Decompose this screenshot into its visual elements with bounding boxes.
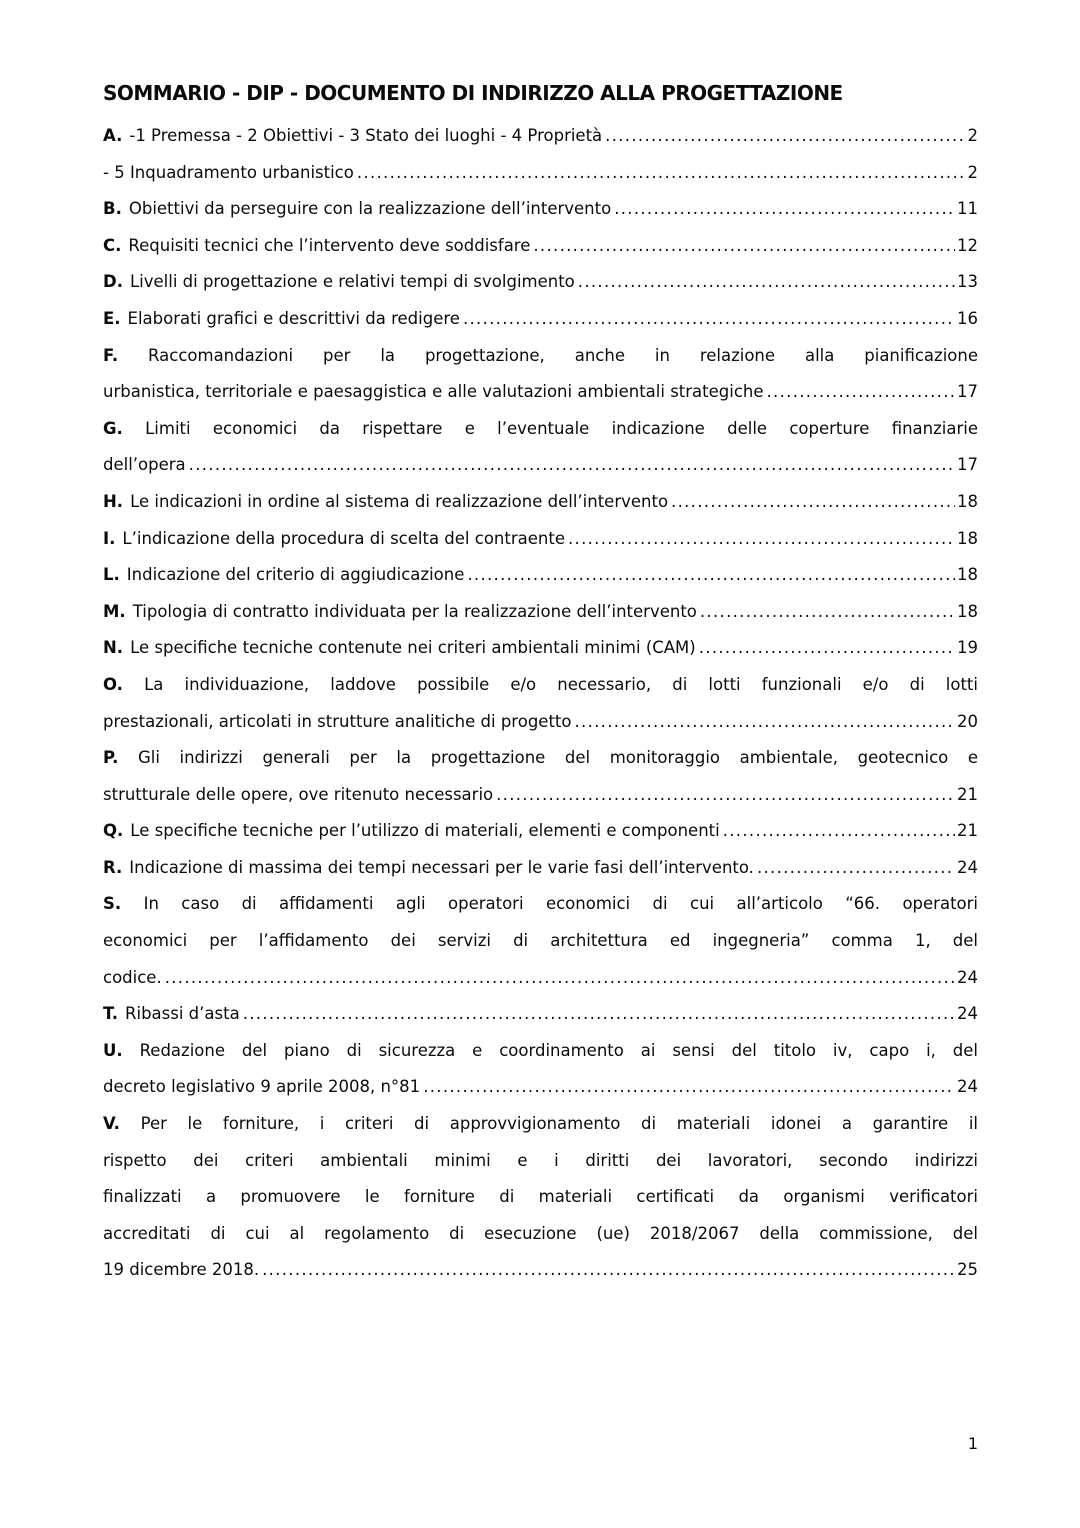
toc-line-page: 19 (957, 638, 978, 658)
toc-line-letter: L. (103, 565, 120, 585)
toc-line-letter: F. (103, 345, 119, 365)
toc-line (103, 118, 978, 155)
toc-line-letter: O. (103, 674, 123, 694)
toc-line-text: Indicazione del criterio di aggiudicazione (126, 565, 465, 585)
toc-line (103, 191, 978, 228)
toc-line-page: 2 (967, 162, 978, 182)
toc-line-text: Requisiti tecnici che l’intervento deve soddisfare (128, 235, 531, 255)
dot-leader (240, 996, 955, 1033)
dot-leader (602, 118, 965, 155)
toc-line (103, 667, 978, 704)
toc-line (103, 411, 978, 448)
toc-line (103, 850, 978, 887)
toc-line (103, 264, 978, 301)
toc-line (103, 374, 978, 411)
toc-line-text: decreto legislativo 9 aprile 2008, n°81 (103, 1077, 421, 1097)
toc-line (103, 740, 978, 777)
toc-line-text: Le specifiche tecniche per l’utilizzo di materiali, elementi e componenti (130, 821, 720, 841)
toc-line-text: strutturale delle opere, ove ritenuto necessario (103, 784, 494, 804)
toc-line (103, 301, 978, 338)
toc-line (103, 923, 978, 960)
dot-leader (565, 521, 955, 558)
toc-line-letter: I. (103, 528, 116, 548)
toc-line-page: 21 (957, 784, 978, 804)
toc-line (103, 1143, 978, 1180)
toc-line-letter: D. (103, 272, 123, 292)
toc-line-text: codice. (103, 967, 162, 987)
dot-leader (764, 374, 955, 411)
toc-line (103, 228, 978, 265)
toc-line-letter: Q. (103, 821, 124, 841)
toc-line-letter: T. (103, 1004, 119, 1024)
toc-line-page: 2 (967, 126, 978, 145)
toc-list (103, 118, 978, 1289)
toc-line-text: Raccomandazioni per la progettazione, anche in relazione alla pianificazione (148, 345, 978, 365)
toc-line (103, 1216, 978, 1253)
toc-line-letter: E. (103, 308, 121, 328)
toc-line-letter: S. (103, 894, 122, 914)
document-title: SOMMARIO - DIP - DOCUMENTO DI INDIRIZZO ALLA PROGETTAZIONE (103, 81, 843, 105)
toc-line-page: 12 (957, 235, 978, 255)
toc-line-letter: U. (103, 1040, 123, 1060)
toc-line-page: 24 (957, 1004, 978, 1024)
toc-content (103, 80, 978, 1289)
toc-line-text: Livelli di progettazione e relativi tempi di svolgimento (129, 272, 575, 292)
toc-line (103, 1106, 978, 1143)
toc-line-page: 24 (957, 967, 978, 987)
toc-line (103, 484, 978, 521)
toc-line-letter: B. (103, 199, 122, 219)
toc-line-text: In caso di affidamenti agli operatori economici di cui all’articolo “66. operatori (143, 894, 978, 914)
dot-leader (186, 447, 955, 484)
toc-line (103, 155, 978, 192)
toc-line-page: 18 (957, 491, 978, 511)
toc-line (103, 338, 978, 375)
toc-line-text: Indicazione di massima dei tempi necessari per le varie fasi dell’intervento. (129, 857, 754, 877)
toc-line-letter: H. (103, 491, 124, 511)
toc-line-text: L’indicazione della procedura di scelta del contraente (122, 528, 565, 548)
toc-line-page: 17 (957, 382, 978, 402)
toc-line-letter: M. (103, 601, 126, 621)
toc-line-letter: G. (103, 418, 123, 438)
toc-line (103, 813, 978, 850)
toc-line-letter: R. (103, 857, 123, 877)
toc-line-text: Obiettivi da perseguire con la realizzazione dell’intervento (128, 199, 612, 219)
dot-leader (754, 850, 955, 887)
toc-line-letter: A. (103, 126, 123, 145)
toc-line-page: 18 (957, 528, 978, 548)
toc-line-text: Le specifiche tecniche contenute nei criteri ambientali minimi (CAM) (130, 638, 696, 658)
toc-line-text: Per le forniture, i criteri di approvvigionamento di materiali idonei a garantire il (140, 1114, 978, 1134)
dot-leader (572, 704, 956, 741)
dot-leader (575, 264, 955, 301)
toc-line (103, 630, 978, 667)
toc-line (103, 594, 978, 631)
toc-line-page: 13 (957, 272, 978, 292)
toc-line-text: -1 Premessa - 2 Obiettivi - 3 Stato dei luoghi - 4 Proprietà (129, 126, 603, 145)
toc-line (103, 1252, 978, 1289)
toc-line-page: 16 (957, 308, 978, 328)
toc-line-page: 25 (957, 1260, 978, 1280)
toc-line (103, 704, 978, 741)
dot-leader (530, 228, 955, 265)
toc-line-text: Elaborati grafici e descrittivi da redigere (127, 308, 460, 328)
toc-line (103, 521, 978, 558)
toc-line (103, 1069, 978, 1106)
dot-leader (460, 301, 955, 338)
toc-line-text: Redazione del piano di sicurezza e coordinamento ai sensi del titolo iv, capo i, del (139, 1040, 978, 1060)
dot-leader (420, 1069, 955, 1106)
toc-line-letter: V. (103, 1114, 120, 1134)
toc-line-page: 11 (957, 199, 978, 219)
toc-line-text: Tipologia di contratto individuata per la realizzazione dell’intervento (132, 601, 697, 621)
toc-line-text: dell’opera (103, 455, 186, 475)
dot-leader (162, 960, 955, 997)
dot-leader (259, 1252, 955, 1289)
toc-line-page: 21 (957, 821, 978, 841)
toc-line (103, 960, 978, 997)
toc-line-text: urbanistica, territoriale e paesaggistica e alle valutazioni ambientali strategiche (103, 382, 764, 402)
toc-line (103, 1033, 978, 1070)
toc-line-page: 17 (957, 455, 978, 475)
toc-line (103, 886, 978, 923)
toc-line-text: Ribassi d’asta (125, 1004, 240, 1024)
toc-line (103, 777, 978, 814)
toc-line-page: 18 (957, 601, 978, 621)
dot-leader (697, 594, 955, 631)
toc-line-page: 18 (957, 565, 978, 585)
dot-leader (668, 484, 955, 521)
toc-line-text: Le indicazioni in ordine al sistema di realizzazione dell’intervento (130, 491, 669, 511)
toc-line (103, 996, 978, 1033)
toc-line-text: Gli indirizzi generali per la progettazione del monitoraggio ambientale, geotecnico e (137, 748, 978, 768)
toc-line-text: prestazionali, articolati in strutture analitiche di progetto (103, 711, 572, 731)
toc-line (103, 557, 978, 594)
toc-line-text: finalizzati a promuovere le forniture di materiali certificati da organismi verificatori (103, 1187, 978, 1207)
toc-line-text: La individuazione, laddove possibile e/o necessario, di lotti funzionali e/o di lotti (144, 674, 978, 694)
toc-line (103, 1179, 978, 1216)
toc-line-text: Limiti economici da rispettare e l’eventuale indicazione delle coperture finanziarie (145, 418, 979, 438)
toc-line-letter: P. (103, 748, 119, 768)
toc-line-text: rispetto dei criteri ambientali minimi e i diritti dei lavoratori, secondo indirizzi (103, 1150, 978, 1170)
toc-line-text: accreditati di cui al regolamento di esecuzione (ue) 2018/2067 della commissione, del (103, 1223, 978, 1243)
toc-line-text: economici per l’affidamento dei servizi di architettura ed ingegneria” comma 1, del (103, 931, 978, 951)
dot-leader (696, 630, 955, 667)
dot-leader (493, 777, 955, 814)
toc-line-page: 24 (957, 857, 978, 877)
toc-line-letter: N. (103, 638, 124, 658)
toc-line-letter: C. (103, 235, 122, 255)
dot-leader (464, 557, 955, 594)
dot-leader (720, 813, 955, 850)
toc-line-page: 20 (957, 711, 978, 731)
toc-line-text: - 5 Inquadramento urbanistico (103, 162, 354, 182)
toc-line-page: 24 (957, 1077, 978, 1097)
toc-line-text: 19 dicembre 2018. (103, 1260, 260, 1280)
dot-leader (611, 191, 955, 228)
dot-leader (354, 155, 966, 192)
page-number: 1 (967, 1434, 978, 1453)
toc-line (103, 447, 978, 484)
